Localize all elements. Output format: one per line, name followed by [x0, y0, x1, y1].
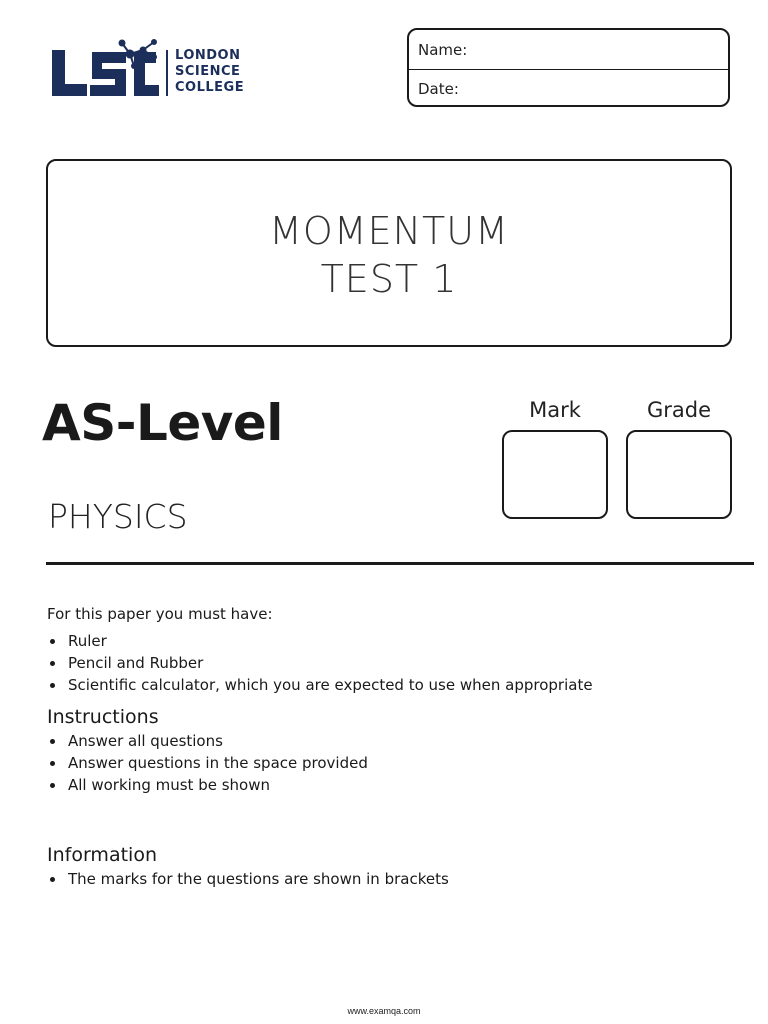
logo-wordmark	[175, 48, 244, 96]
list-item: Scientific calculator, which you are expected to use when appropriate	[47, 674, 593, 696]
list-item: Ruler	[47, 630, 593, 652]
name-field[interactable]	[409, 30, 728, 69]
test-number: TEST 1	[320, 257, 458, 301]
test-title: MOMENTUM	[269, 209, 509, 253]
footer-url: www.examqa.com	[347, 1006, 421, 1016]
section-divider	[46, 562, 754, 565]
mark-label: Mark	[529, 398, 581, 422]
grade-box[interactable]	[626, 430, 732, 519]
name-label: Name:	[418, 40, 468, 59]
logo-line-london: LONDON	[175, 48, 241, 63]
information-list	[47, 868, 449, 890]
mark-box[interactable]	[502, 430, 608, 519]
list-item: Pencil and Rubber	[47, 652, 593, 674]
instructions-heading: Instructions	[47, 706, 159, 728]
name-date-box	[407, 28, 730, 107]
information-heading: Information	[47, 844, 157, 866]
logo-line-college: COLLEGE	[175, 80, 245, 95]
subject-heading: PHYSICS	[48, 497, 188, 536]
information-section	[47, 842, 449, 890]
list-item: The marks for the questions are shown in brackets	[47, 868, 449, 890]
level-heading: AS-Level	[42, 394, 283, 452]
requirements-list	[47, 630, 593, 696]
grade-label: Grade	[646, 398, 712, 422]
title-box	[46, 159, 732, 347]
list-item: Answer questions in the space provided	[47, 752, 368, 774]
instructions-section	[47, 704, 368, 796]
requirements-intro: For this paper you must have:	[47, 605, 273, 623]
instructions-list	[47, 730, 368, 796]
date-field[interactable]	[409, 69, 728, 108]
date-label: Date:	[418, 80, 459, 98]
logo-line-science: SCIENCE	[175, 64, 241, 79]
list-item: All working must be shown	[47, 774, 368, 796]
requirements-section	[47, 603, 593, 696]
list-item: Answer all questions	[47, 730, 368, 752]
